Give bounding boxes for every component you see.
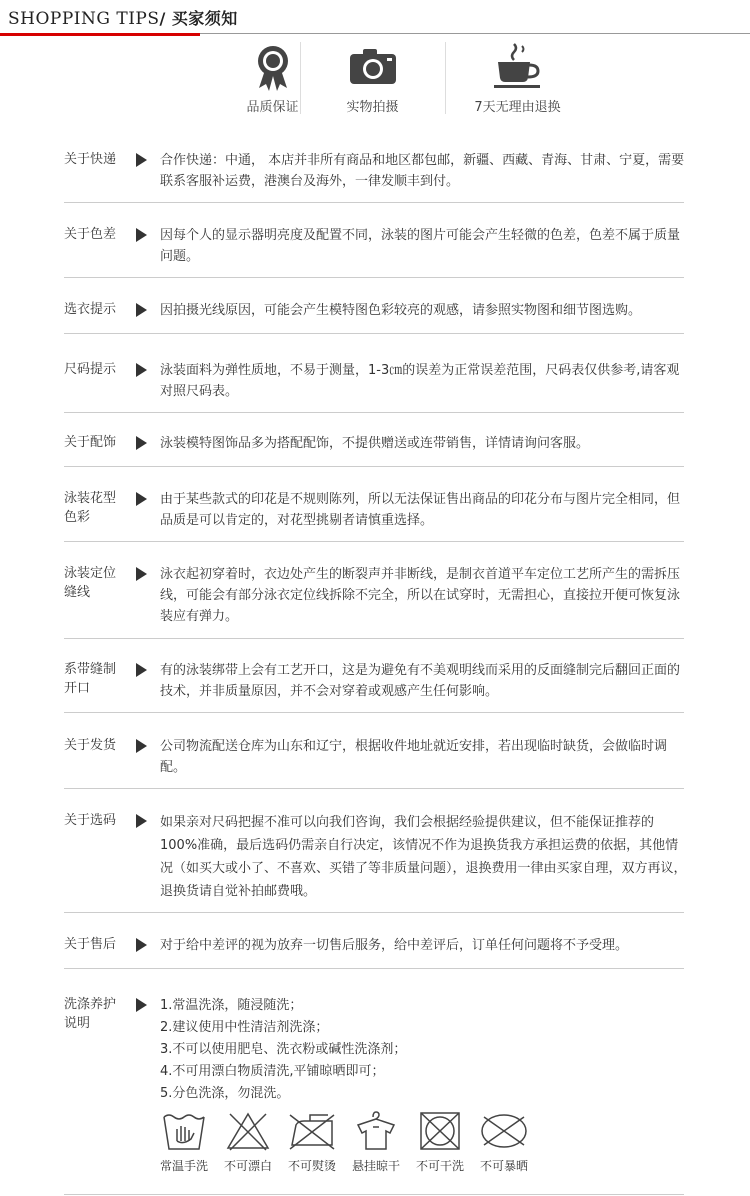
- section-selection-tip: [64, 300, 684, 334]
- care-line: 1.常温洗涤，随浸随洗；: [160, 998, 303, 1013]
- care-symbol-no-iron: [282, 1111, 342, 1174]
- arrow-right-icon: [136, 363, 147, 377]
- no-bleach-icon: [225, 1111, 271, 1151]
- care-symbol-label: 不可熨烫: [287, 1159, 336, 1173]
- section-label: 系带缝制开口: [64, 662, 117, 696]
- section-label: 泳装花型色彩: [64, 491, 117, 525]
- section-label: 洗涤养护说明: [64, 997, 117, 1031]
- arrow-right-icon: [136, 492, 147, 506]
- care-instruction-list: [160, 995, 690, 1105]
- care-symbol-hand-wash: [154, 1111, 214, 1174]
- promise-label: 实物拍摄: [346, 100, 399, 115]
- arrow-right-icon: [136, 228, 147, 242]
- section-text: 泳装面料为弹性质地，不易于测量，1-3㎝的误差为正常误差范围，尺码表仅供参考,请客观对照尺码表。: [160, 363, 680, 399]
- care-line: 3.不可以使用肥皂、洗衣粉或碱性洗涤剂；: [160, 1042, 407, 1057]
- care-symbol-label: 不可干洗: [415, 1159, 464, 1173]
- section-size-selection: [64, 811, 687, 913]
- arrow-right-icon: [136, 567, 147, 581]
- arrow-right-icon: [136, 153, 147, 167]
- section-care-instructions: [64, 995, 684, 1195]
- section-label: 关于售后: [64, 937, 117, 952]
- section-text: 公司物流配送仓库为山东和辽宁，根据收件地址就近安排，若出现临时缺货，会做临时调配。: [160, 739, 668, 775]
- title-english: SHOPPING TIPS: [8, 9, 160, 29]
- section-positioning-seam: [64, 564, 684, 639]
- care-symbol-label: 不可漂白: [223, 1159, 272, 1173]
- section-strap-opening: [64, 660, 684, 713]
- section-text: 泳装模特图饰品多为搭配配饰，不提供赠送或连带销售，详情请询问客服。: [160, 436, 590, 451]
- arrow-right-icon: [136, 814, 147, 828]
- arrow-right-icon: [136, 998, 147, 1012]
- care-symbol-no-sun-dry: [474, 1111, 534, 1174]
- section-text: 因拍摄光线原因，可能会产生模特图色彩较亮的观感，请参照实物图和细节图选购。: [160, 303, 642, 318]
- award-ribbon-icon: [255, 44, 291, 96]
- care-symbol-hang-dry: [346, 1111, 406, 1174]
- section-text: 由于某些款式的印花是不规则陈列，所以无法保证售出商品的印花分布与图片完全相同，但品质是可以肯定的，对花型挑剔者请慎重选择。: [160, 492, 681, 528]
- section-size-tip: [64, 360, 684, 413]
- no-dry-clean-icon: [417, 1111, 463, 1151]
- promise-label: 品质保证: [246, 100, 299, 115]
- section-label: 关于色差: [64, 227, 117, 242]
- section-label: 关于选码: [64, 813, 117, 828]
- section-print-pattern: [64, 489, 684, 542]
- title-chinese: 买家须知: [171, 9, 238, 28]
- section-text: 有的泳装绑带上会有工艺开口，这是为避免有不美观明线而采用的反面缝制完后翻回正面的技术，并非质量原因，并不会对穿着或观感产生任何影响。: [160, 663, 681, 699]
- care-symbol-no-dry-clean: [410, 1111, 470, 1174]
- care-symbol-no-bleach: [218, 1111, 278, 1174]
- promise-return: [445, 40, 590, 120]
- coffee-cup-icon: [492, 42, 544, 94]
- service-promises: [200, 40, 600, 120]
- shopping-tips-header: [0, 0, 750, 40]
- care-symbol-label: 不可暴晒: [479, 1159, 528, 1173]
- section-text: 泳衣起初穿着时，衣边处产生的断裂声并非断线，是制衣首道平车定位工艺所产生的需拆压线，可能会有部分泳衣定位线拆除不完全，所以在试穿时，无需担心，直接拉开便可恢复泳装应有弹力。: [160, 567, 681, 624]
- section-shipping: [64, 150, 684, 203]
- care-line: 4.不可用漂白物质清洗,平铺晾晒即可；: [160, 1064, 385, 1079]
- section-after-sales: [64, 935, 684, 969]
- section-accessories: [64, 433, 684, 467]
- care-symbol-label: 常温手洗: [159, 1159, 208, 1173]
- promise-label: 7天无理由退换: [474, 100, 561, 115]
- section-label: 尺码提示: [64, 362, 117, 377]
- no-sun-dry-icon: [478, 1111, 530, 1151]
- arrow-right-icon: [136, 938, 147, 952]
- arrow-right-icon: [136, 663, 147, 677]
- section-label: 关于配饰: [64, 435, 117, 450]
- section-label: 泳装定位缝线: [64, 566, 117, 600]
- section-color-difference: [64, 225, 684, 278]
- section-label: 关于发货: [64, 738, 117, 753]
- care-line: 2.建议使用中性清洁剂洗涤；: [160, 1020, 329, 1035]
- section-text: 对于给中差评的视为放弃一切售后服务，给中差评后，订单任何问题将不予受理。: [160, 938, 629, 953]
- care-symbol-label: 悬挂晾干: [351, 1159, 400, 1173]
- header-accent-bar: [0, 33, 200, 36]
- camera-icon: [349, 48, 397, 90]
- care-symbols: [160, 1111, 560, 1181]
- section-text: 合作快递：中通， 本店并非所有商品和地区都包邮，新疆、西藏、青海、甘肃、宁夏，需要联系客服补运费，港澳台及海外，一律发顺丰到付。: [160, 153, 685, 189]
- title-separator: /: [159, 9, 166, 28]
- arrow-right-icon: [136, 739, 147, 753]
- care-line: 5.分色洗涤，勿混洗。: [160, 1086, 290, 1101]
- arrow-right-icon: [136, 303, 147, 317]
- no-iron-icon: [288, 1111, 336, 1151]
- section-text: 如果亲对尺码把握不准可以向我们咨询，我们会根据经验提供建议，但不能保证推荐的100%准确，最后选码仍需亲自行决定，该情况不作为退换货我方承担运费的依据，其他情况（如买大或小了、不喜欢、买错了等非质量问题），退换费用一律由买家自理，双方再议，退换货请自觉补拍邮费哦。: [160, 815, 687, 899]
- section-delivery: [64, 736, 684, 789]
- hand-wash-icon: [161, 1111, 207, 1151]
- page-title: [8, 6, 238, 29]
- promise-real-photo: [300, 40, 445, 120]
- section-text: 因每个人的显示器明亮度及配置不同，泳装的图片可能会产生轻微的色差，色差不属于质量问题。: [160, 228, 681, 264]
- section-label: 关于快递: [64, 152, 117, 167]
- section-label: 选衣提示: [64, 302, 117, 317]
- arrow-right-icon: [136, 436, 147, 450]
- hang-dry-icon: [353, 1111, 399, 1151]
